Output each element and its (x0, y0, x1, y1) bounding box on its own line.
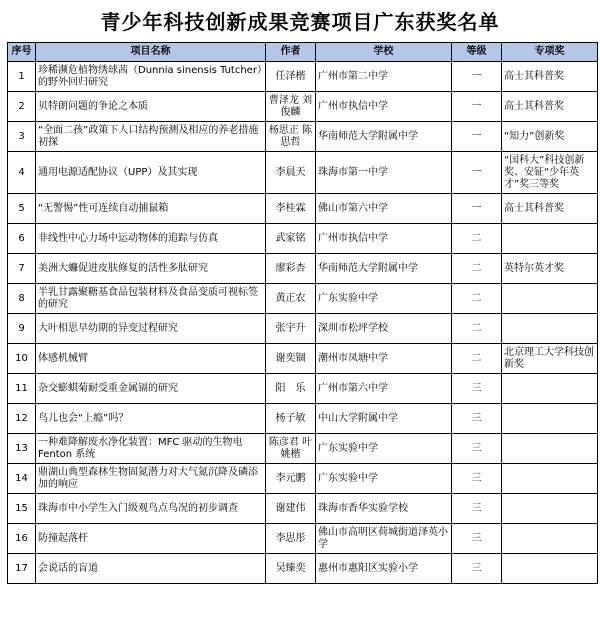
cell-no: 10 (8, 344, 36, 374)
cell-author: 阳 乐 (266, 374, 316, 404)
cell-level: 一 (452, 152, 502, 194)
table-row (8, 344, 598, 374)
header-no: 序号 (8, 43, 36, 62)
table-row (8, 524, 598, 554)
cell-school: 中山大学附属中学 (316, 404, 452, 434)
cell-project-name: 半乳甘露聚糖基食品包装材料及食品变质可视标签的研究 (36, 284, 266, 314)
cell-special-award: “国科大”科技创新奖、安钲“少年英才”奖三等奖 (502, 152, 598, 194)
cell-level: 三 (452, 434, 502, 464)
cell-author: 李思彤 (266, 524, 316, 554)
cell-no: 13 (8, 434, 36, 464)
cell-project-name: 体感机械臂 (36, 344, 266, 374)
cell-special-award: 高士其科普奖 (502, 62, 598, 92)
cell-no: 6 (8, 224, 36, 254)
cell-author: 李晨天 (266, 152, 316, 194)
page-title: 青少年科技创新成果竞赛项目广东获奖名单 (100, 10, 500, 34)
cell-project-name: 美洲大蠊促进皮肤修复的活性多肽研究 (36, 254, 266, 284)
table-row (8, 314, 598, 344)
cell-special-award (502, 464, 598, 494)
cell-project-name: 通用电源适配协议（UPP）及其实现 (36, 152, 266, 194)
cell-level: 一 (452, 122, 502, 152)
table-row (8, 122, 598, 152)
cell-no: 3 (8, 122, 36, 152)
cell-level: 三 (452, 494, 502, 524)
cell-author: 李元鹏 (266, 464, 316, 494)
cell-school: 广东实验中学 (316, 464, 452, 494)
cell-level: 二 (452, 344, 502, 374)
cell-special-award (502, 494, 598, 524)
cell-level: 二 (452, 254, 502, 284)
header-school: 学校 (316, 43, 452, 62)
table-row (8, 434, 598, 464)
table-row (8, 464, 598, 494)
cell-school: 广州市第二中学 (316, 62, 452, 92)
cell-level: 二 (452, 224, 502, 254)
header-level: 等级 (452, 43, 502, 62)
cell-no: 1 (8, 62, 36, 92)
table-row (8, 554, 598, 584)
cell-project-name: 珍稀濒危植物绣球茜（Dunnia sinensis Tutcher）的野外回归研究 (36, 62, 266, 92)
cell-no: 16 (8, 524, 36, 554)
cell-author: 杨思正 陈思哲 (266, 122, 316, 152)
cell-project-name: 非线性中心力场中运动物体的追踪与仿真 (36, 224, 266, 254)
cell-project-name: 会说话的盲道 (36, 554, 266, 584)
cell-school: 广州市执信中学 (316, 224, 452, 254)
award-table (7, 42, 598, 584)
cell-school: 珠海市第一中学 (316, 152, 452, 194)
cell-special-award: 高士其科普奖 (502, 92, 598, 122)
cell-school: 华南师范大学附属中学 (316, 122, 452, 152)
cell-project-name: 贝特朗问题的争论之本质 (36, 92, 266, 122)
cell-school: 珠海市香华实验学校 (316, 494, 452, 524)
cell-author: 曹泽龙 刘俊麟 (266, 92, 316, 122)
cell-project-name: 大叶相思早幼期的异变过程研究 (36, 314, 266, 344)
cell-author: 张宇升 (266, 314, 316, 344)
cell-special-award: 英特尔英才奖 (502, 254, 598, 284)
cell-author: 廖彩杏 (266, 254, 316, 284)
cell-no: 15 (8, 494, 36, 524)
cell-school: 潮州市凤塘中学 (316, 344, 452, 374)
cell-project-name: 鸟儿也会“上瘾”吗？ (36, 404, 266, 434)
cell-no: 12 (8, 404, 36, 434)
cell-level: 二 (452, 284, 502, 314)
cell-project-name: 一种难降解废水净化装置：MFC 驱动的生物电 Fenton 系统 (36, 434, 266, 464)
cell-level: 三 (452, 404, 502, 434)
cell-school: 广州市第六中学 (316, 374, 452, 404)
cell-level: 一 (452, 92, 502, 122)
table-row (8, 224, 598, 254)
cell-school: 广东实验中学 (316, 284, 452, 314)
cell-level: 一 (452, 194, 502, 224)
cell-no: 7 (8, 254, 36, 284)
cell-author: 谢奕锢 (266, 344, 316, 374)
cell-no: 11 (8, 374, 36, 404)
table-row (8, 494, 598, 524)
header-author: 作者 (266, 43, 316, 62)
table-row (8, 152, 598, 194)
table-row (8, 404, 598, 434)
cell-school: 广州市执信中学 (316, 92, 452, 122)
cell-school: 华南师范大学附属中学 (316, 254, 452, 284)
cell-level: 三 (452, 554, 502, 584)
cell-level: 三 (452, 374, 502, 404)
table-row (8, 194, 598, 224)
cell-school: 广东实验中学 (316, 434, 452, 464)
cell-no: 5 (8, 194, 36, 224)
cell-project-name: “全面二孩”政策下人口结构预测及相应的养老措施初探 (36, 122, 266, 152)
cell-author: 吴臻奕 (266, 554, 316, 584)
cell-author: 武家铭 (266, 224, 316, 254)
cell-project-name: 防撞起落杆 (36, 524, 266, 554)
cell-level: 三 (452, 464, 502, 494)
cell-special-award: 高士其科普奖 (502, 194, 598, 224)
cell-special-award: “知力”创新奖 (502, 122, 598, 152)
cell-school: 深圳市松坪学校 (316, 314, 452, 344)
cell-project-name: “无警惕”性可连续自动捕鼠箱 (36, 194, 266, 224)
cell-no: 14 (8, 464, 36, 494)
cell-no: 2 (8, 92, 36, 122)
cell-author: 黄正农 (266, 284, 316, 314)
cell-special-award (502, 434, 598, 464)
header-special-award: 专项奖 (502, 43, 598, 62)
cell-special-award (502, 374, 598, 404)
table-row (8, 92, 598, 122)
cell-no: 9 (8, 314, 36, 344)
cell-author: 谢建伟 (266, 494, 316, 524)
cell-school: 佛山市第六中学 (316, 194, 452, 224)
cell-special-award: 北京理工大学科技创新奖 (502, 344, 598, 374)
cell-special-award (502, 224, 598, 254)
table-row (8, 62, 598, 92)
cell-special-award (502, 284, 598, 314)
table-row (8, 254, 598, 284)
cell-project-name: 鼎湖山典型森林生物固氮潜力对大气氮沉降及磷添加的响应 (36, 464, 266, 494)
cell-author: 李桂霖 (266, 194, 316, 224)
cell-special-award (502, 524, 598, 554)
cell-special-award (502, 554, 598, 584)
header-project-name: 项目名称 (36, 43, 266, 62)
table-row (8, 374, 598, 404)
cell-no: 8 (8, 284, 36, 314)
cell-special-award (502, 404, 598, 434)
cell-no: 17 (8, 554, 36, 584)
cell-author: 杨子敏 (266, 404, 316, 434)
table-row (8, 284, 598, 314)
cell-school: 佛山市高明区荷城街道泽英小学 (316, 524, 452, 554)
cell-project-name: 杂交蟛蜞菊耐受重金属镉的研究 (36, 374, 266, 404)
cell-level: 三 (452, 524, 502, 554)
cell-level: 一 (452, 62, 502, 92)
header-row (8, 43, 598, 62)
cell-special-award (502, 314, 598, 344)
cell-level: 二 (452, 314, 502, 344)
cell-author: 任泽楷 (266, 62, 316, 92)
cell-author: 陈彦君 叶姚楷 (266, 434, 316, 464)
cell-no: 4 (8, 152, 36, 194)
cell-school: 惠州市惠阳区实验小学 (316, 554, 452, 584)
cell-project-name: 珠海市中小学生入门级观鸟点鸟况的初步调查 (36, 494, 266, 524)
